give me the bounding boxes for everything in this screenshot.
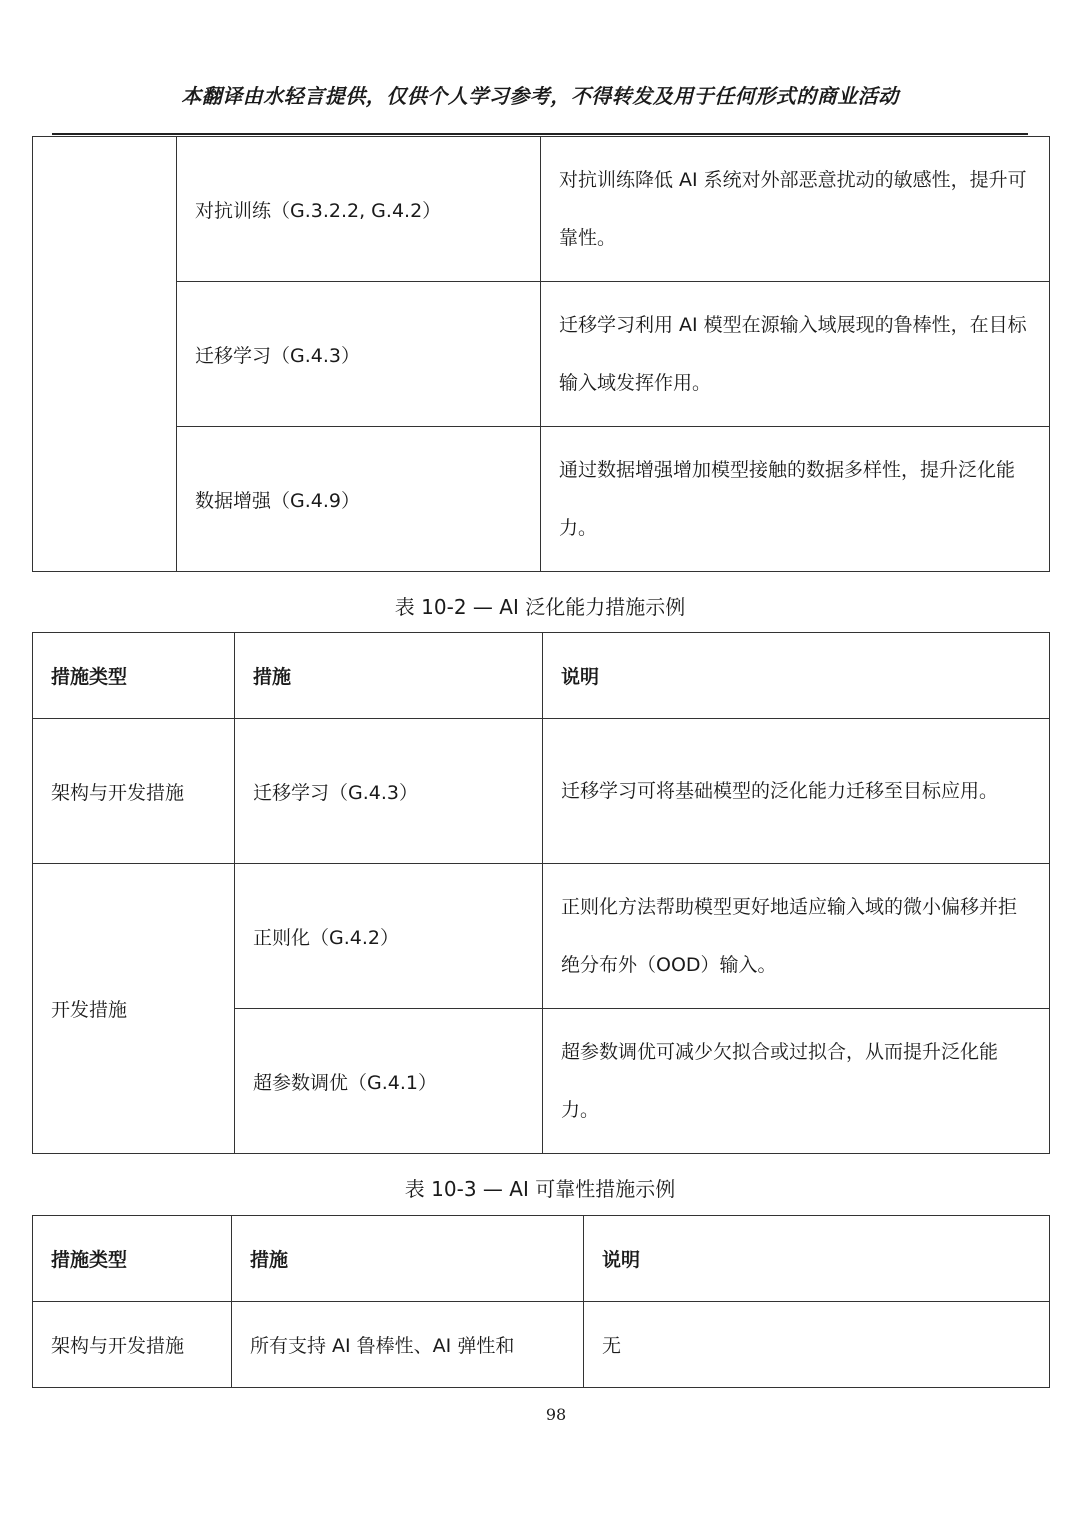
measure-type-cell-empty bbox=[33, 137, 177, 572]
header-description: 说明 bbox=[584, 1216, 1050, 1302]
measure-cell: 正则化（G.4.2） bbox=[235, 864, 543, 1009]
table-row bbox=[33, 864, 1050, 1009]
description-cell: 无 bbox=[584, 1302, 1050, 1388]
description-cell: 超参数调优可减少欠拟合或过拟合，从而提升泛化能力。 bbox=[543, 1009, 1050, 1154]
measure-type-cell: 架构与开发措施 bbox=[33, 719, 235, 864]
header-description: 说明 bbox=[543, 633, 1050, 719]
header-measure-type: 措施类型 bbox=[33, 633, 235, 719]
header-measure: 措施 bbox=[232, 1216, 584, 1302]
header-measure: 措施 bbox=[235, 633, 543, 719]
generalization-measures-table bbox=[32, 632, 1050, 1154]
measure-cell: 所有支持 AI 鲁棒性、AI 弹性和 bbox=[232, 1302, 584, 1388]
measure-type-cell: 开发措施 bbox=[33, 864, 235, 1154]
description-cell: 对抗训练降低 AI 系统对外部恶意扰动的敏感性，提升可靠性。 bbox=[541, 137, 1050, 282]
table-row bbox=[33, 282, 1050, 427]
measure-cell: 超参数调优（G.4.1） bbox=[235, 1009, 543, 1154]
description-cell: 通过数据增强增加模型接触的数据多样性，提升泛化能力。 bbox=[541, 427, 1050, 572]
table-row bbox=[33, 427, 1050, 572]
reliability-measures-table bbox=[32, 1215, 1050, 1388]
description-cell: 正则化方法帮助模型更好地适应输入域的微小偏移并拒绝分布外（OOD）输入。 bbox=[543, 864, 1050, 1009]
header-rule bbox=[52, 133, 1028, 135]
measure-cell: 迁移学习（G.4.3） bbox=[235, 719, 543, 864]
table-row bbox=[33, 1302, 1050, 1388]
robustness-table-continued bbox=[32, 136, 1050, 572]
measure-type-cell: 架构与开发措施 bbox=[33, 1302, 232, 1388]
table-caption-10-2: 表 10-2 — AI 泛化能力措施示例 bbox=[394, 595, 686, 619]
description-cell: 迁移学习可将基础模型的泛化能力迁移至目标应用。 bbox=[543, 719, 1050, 864]
table-header-row bbox=[33, 633, 1050, 719]
measure-cell: 数据增强（G.4.9） bbox=[177, 427, 541, 572]
table-header-row bbox=[33, 1216, 1050, 1302]
table-row bbox=[33, 719, 1050, 864]
description-cell: 迁移学习利用 AI 模型在源输入域展现的鲁棒性，在目标输入域发挥作用。 bbox=[541, 282, 1050, 427]
page-number: 98 bbox=[545, 1405, 567, 1424]
header-measure-type: 措施类型 bbox=[33, 1216, 232, 1302]
table-row bbox=[33, 137, 1050, 282]
table-caption-10-3: 表 10-3 — AI 可靠性措施示例 bbox=[404, 1177, 676, 1201]
measure-cell: 对抗训练（G.3.2.2, G.4.2） bbox=[177, 137, 541, 282]
measure-cell: 迁移学习（G.4.3） bbox=[177, 282, 541, 427]
page-header: 本翻译由水轻言提供，仅供个人学习参考，不得转发及用于任何形式的商业活动 bbox=[181, 84, 899, 108]
